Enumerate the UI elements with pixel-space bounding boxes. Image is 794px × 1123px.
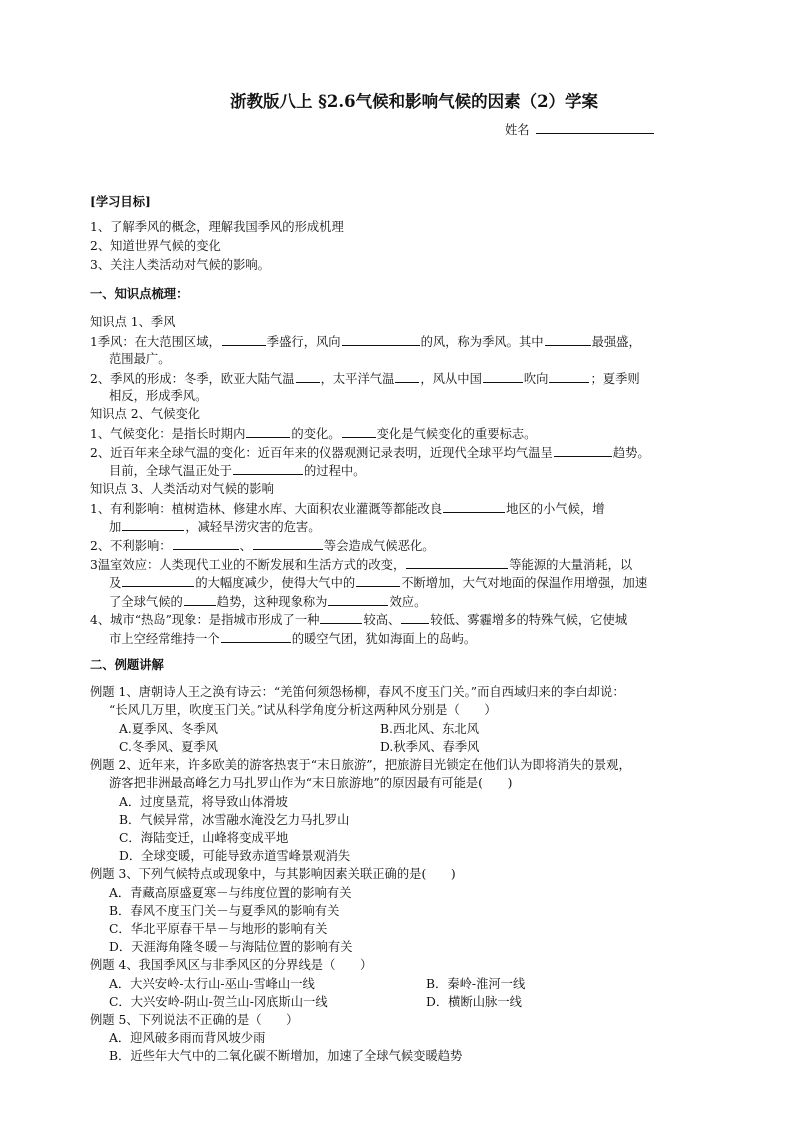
text: 及 — [109, 576, 122, 590]
example-1-option-d[interactable]: D.秋季风、春季风 — [380, 740, 480, 754]
kp2-q2 — [90, 443, 650, 463]
example-3-option-b[interactable]: B．春风不度玉门关－与夏季风的影响有关 — [109, 904, 340, 918]
kp3-q1 — [90, 499, 605, 519]
example-2-stem: 例题 2、近年来，许多欧美的游客热衷于“末日旅游”，把旅游目光锁定在他们认为即将消失的景观， — [90, 758, 631, 772]
kp3-q4 — [90, 610, 627, 630]
fill-blank[interactable] — [554, 443, 612, 457]
text: 最强盛， — [591, 335, 641, 349]
text: 的大幅度减少，使得大气中的 — [195, 576, 356, 590]
text: ，风从中国 — [420, 372, 482, 386]
name-label: 姓名 — [505, 123, 530, 137]
fill-blank[interactable] — [122, 573, 194, 587]
fill-blank[interactable] — [545, 332, 591, 346]
fill-blank[interactable] — [406, 555, 508, 569]
text: 的变化。 — [291, 427, 341, 441]
text: 2、近百年来全球气温的变化：近百年来的仪器观测记录表明，近现代全球平均气温呈 — [90, 446, 553, 460]
fill-blank[interactable] — [246, 424, 290, 438]
text: ，太平洋气温 — [320, 372, 395, 386]
text: 的风，称为季风。其中 — [420, 335, 544, 349]
fill-blank[interactable] — [233, 461, 303, 475]
text: 变化是气候变化的重要标志。 — [376, 427, 537, 441]
kp3-q3-cont — [109, 573, 647, 593]
kp3-title: 知识点 3、人类活动对气候的影响 — [90, 482, 274, 496]
kp2-title: 知识点 2、气候变化 — [90, 407, 201, 421]
text: 等会造成气候恶化。 — [323, 539, 435, 553]
kp3-q1-cont — [109, 517, 321, 537]
fill-blank[interactable] — [342, 424, 376, 438]
text: 3温室效应：人类现代工业的不断发展和生活方式的改变， — [90, 558, 406, 572]
example-4-stem: 例题 4、我国季风区与非季风区的分界线是（ ） — [90, 958, 373, 972]
kp1-q2-cont: 相反，形成季风。 — [109, 389, 208, 403]
kp1-title: 知识点 1、季风 — [90, 315, 176, 329]
example-2-option-b[interactable]: B．气候异常，冰雪融水淹没乞力马扎罗山 — [119, 813, 350, 827]
text: 2、不利影响： — [90, 539, 172, 553]
text: 不断增加，大气对地面的保温作用增强，加速 — [401, 576, 648, 590]
example-5-option-b[interactable]: B．近些年大气中的二氧化碳不断增加，加速了全球气候变暖趋势 — [109, 1049, 463, 1063]
text: 市上空经常维持一个 — [109, 632, 220, 646]
kp2-q2-cont — [109, 461, 365, 481]
fill-blank[interactable] — [395, 369, 419, 383]
fill-blank[interactable] — [320, 610, 362, 624]
text: 季盛行，风向 — [266, 335, 341, 349]
fill-blank[interactable] — [296, 369, 320, 383]
text: 趋势。 — [612, 446, 650, 460]
objective-item: 3、关注人类活动对气候的影响。 — [90, 258, 270, 272]
text: 趋势，这种现象称为 — [216, 595, 328, 609]
text: 4、城市“热岛”现象：是指城市形成了一种 — [90, 613, 320, 627]
fill-blank[interactable] — [549, 369, 589, 383]
kp3-q2 — [90, 536, 435, 556]
example-3-option-d[interactable]: D．天涯海角隆冬暖－与海陆位置的影响有关 — [109, 940, 353, 954]
page-title: 浙教版八上 §2.6气候和影响气候的因素（2）学案 — [230, 92, 599, 111]
text: 1、有利影响：植树造林、修建水库、大面积农业灌溉等都能改良 — [90, 502, 443, 516]
example-3-option-a[interactable]: A．青藏高原盛夏寒－与纬度位置的影响有关 — [109, 886, 352, 900]
example-1-stem-cont: “长风几万里，吹度玉门关。”试从科学角度分析这两种风分别是（ ） — [109, 703, 497, 717]
fill-blank[interactable] — [184, 592, 216, 606]
section-heading-knowledge: 一、知识点梳理： — [90, 286, 189, 301]
example-1-stem: 例题 1、唐朝诗人王之涣有诗云：“羌笛何须怨杨柳，春风不度玉门关。”而自西域归来的李白却说： — [90, 685, 625, 699]
name-blank[interactable] — [536, 119, 654, 134]
text: 的过程中。 — [303, 464, 366, 478]
text: 等能源的大量消耗，以 — [509, 558, 633, 572]
text: 目前，全球气温正处于 — [109, 464, 232, 478]
fill-blank[interactable] — [401, 610, 429, 624]
example-5-option-a[interactable]: A．迎风破多雨而背风坡少雨 — [109, 1031, 266, 1045]
kp1-q2 — [90, 369, 640, 389]
text: 1季风：在大范围区域， — [90, 335, 221, 349]
example-1-option-b[interactable]: B.西北风、东北风 — [380, 722, 480, 736]
fill-blank[interactable] — [222, 332, 266, 346]
text: 较低、雾霾增多的特殊气候，它使城 — [430, 613, 628, 627]
example-5-stem: 例题 5、下列说法不正确的是（ ） — [90, 1013, 299, 1027]
text: 加 — [109, 520, 122, 534]
kp2-q1 — [90, 424, 536, 444]
example-3-option-c[interactable]: C．华北平原春干旱－与地形的影响有关 — [109, 922, 328, 936]
fill-blank[interactable] — [221, 629, 291, 643]
objectives-heading: [学习目标] — [90, 194, 151, 209]
text: 的暖空气团，犹如海面上的岛屿。 — [291, 632, 477, 646]
example-4-option-c[interactable]: C．大兴安岭-阴山-贺兰山-冈底斯山一线 — [109, 995, 328, 1009]
text: 了全球气候的 — [109, 595, 183, 609]
text: 地区的小气候，增 — [506, 502, 605, 516]
example-3-stem: 例题 3、下列气候特点或现象中，与其影响因素关联正确的是( ) — [90, 867, 456, 881]
text: 吹向 — [523, 372, 549, 386]
example-2-stem-cont: 游客把非洲最高峰乞力马扎罗山作为“末日旅游地”的原因最有可能是( ) — [109, 776, 513, 790]
fill-blank[interactable] — [253, 536, 323, 550]
example-1-option-c[interactable]: C.冬季风、夏季风 — [119, 740, 218, 754]
text: 较高、 — [363, 613, 401, 627]
name-field — [505, 119, 654, 140]
kp1-q1 — [90, 332, 641, 352]
example-4-option-a[interactable]: A．大兴安岭-太行山-巫山-雪峰山一线 — [109, 977, 315, 991]
fill-blank[interactable] — [342, 332, 420, 346]
text: ；夏季则 — [590, 372, 640, 386]
kp3-q3 — [90, 555, 632, 575]
fill-blank[interactable] — [173, 536, 239, 550]
text: 效应。 — [389, 595, 427, 609]
text: 、 — [239, 539, 252, 553]
kp1-q1-cont: 范围最广。 — [109, 352, 171, 366]
objective-item: 2、知道世界气候的变化 — [90, 239, 221, 253]
kp3-q4-cont — [109, 629, 476, 649]
example-2-option-a[interactable]: A．过度垦荒，将导致山体滑坡 — [119, 795, 288, 809]
text: ，减轻旱涝灾害的危害。 — [185, 520, 321, 534]
example-1-option-a[interactable]: A.夏季风、冬季风 — [119, 722, 218, 736]
fill-blank[interactable] — [443, 499, 505, 513]
fill-blank[interactable] — [483, 369, 523, 383]
example-4-option-d[interactable]: D．横断山脉一线 — [426, 995, 522, 1009]
fill-blank[interactable] — [122, 517, 184, 531]
text: 1、气候变化：是指长时期内 — [90, 427, 246, 441]
kp3-q3-cont2 — [109, 592, 426, 612]
fill-blank[interactable] — [328, 592, 388, 606]
example-2-option-d[interactable]: D．全球变暖，可能导致赤道雪峰景观消失 — [119, 849, 351, 863]
text: 2、季风的形成：冬季，欧亚大陆气温 — [90, 372, 295, 386]
fill-blank[interactable] — [356, 573, 400, 587]
objective-item: 1、了解季风的概念，理解我国季风的形成机理 — [90, 220, 344, 234]
example-4-option-b[interactable]: B．秦岭-淮河一线 — [426, 977, 526, 991]
section-heading-examples: 二、例题讲解 — [90, 657, 164, 672]
example-2-option-c[interactable]: C．海陆变迁，山峰将变成平地 — [119, 831, 289, 845]
